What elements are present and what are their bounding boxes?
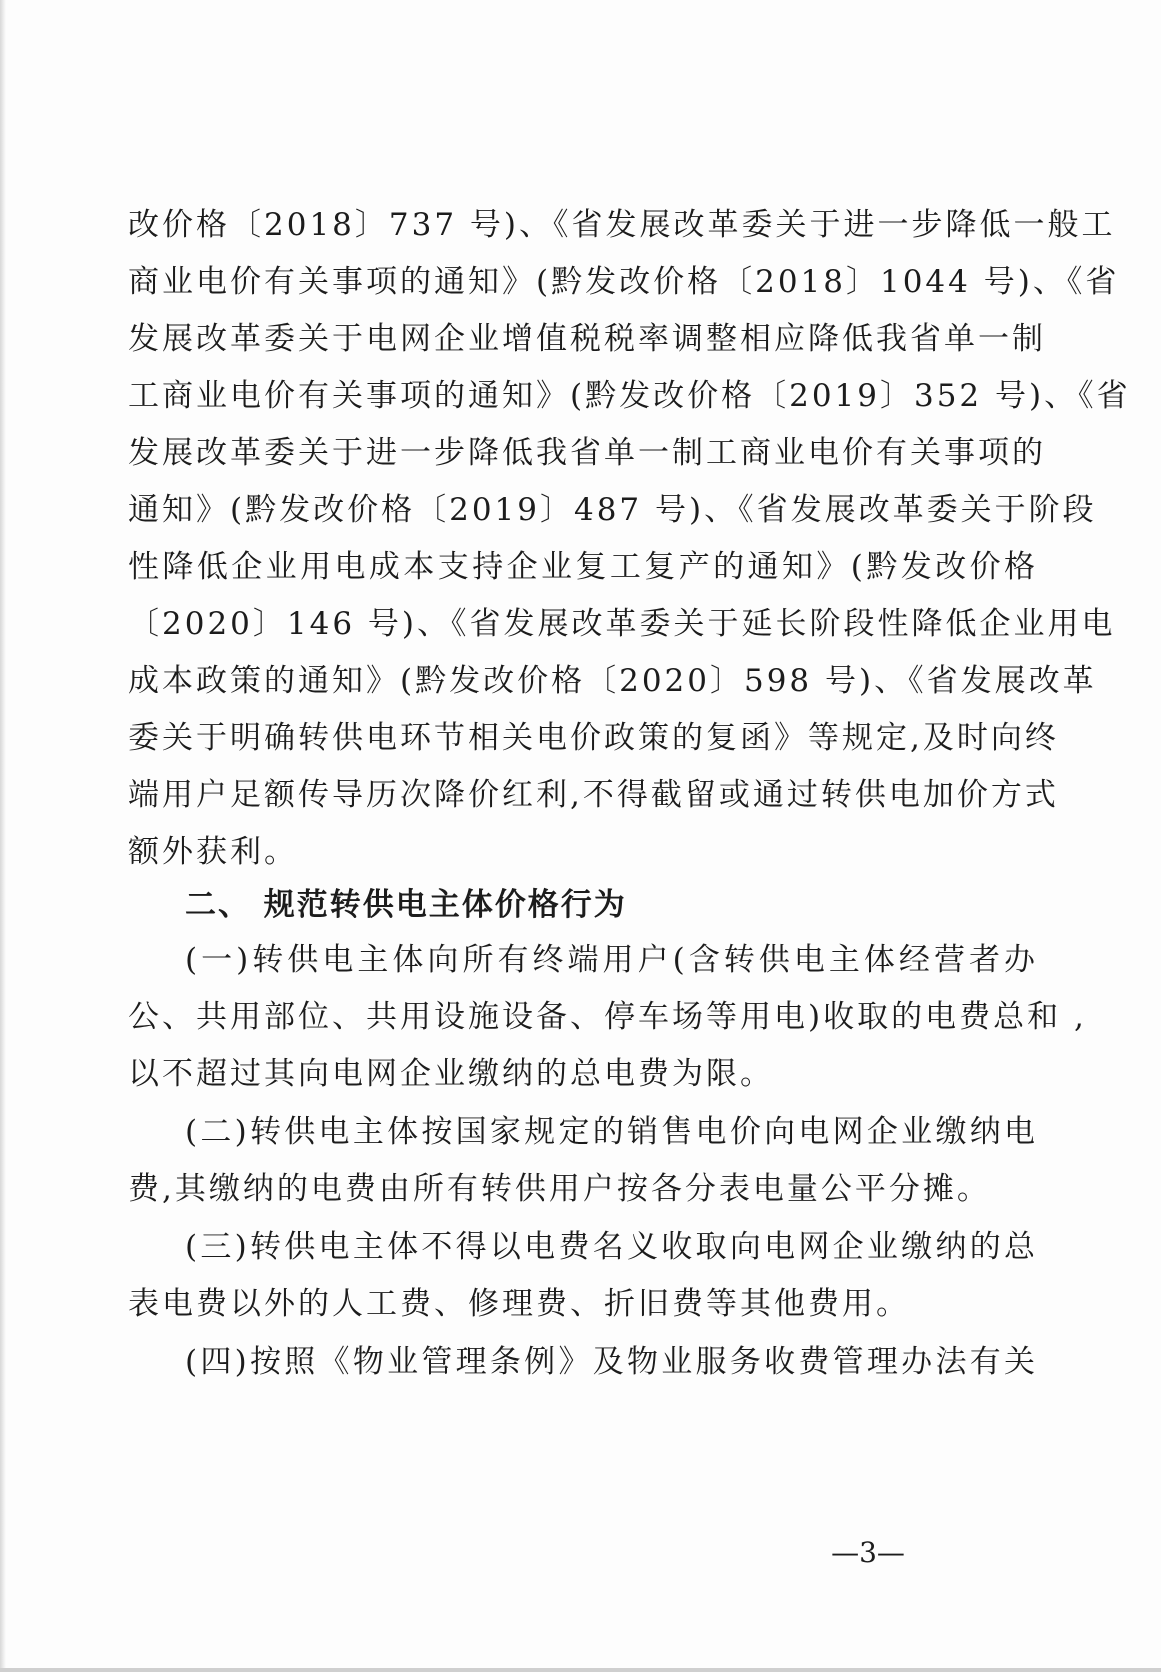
item-line: (三)转供电主体不得以电费名义收取向电网企业缴纳的总	[185, 1229, 1038, 1265]
body-line: 通知》(黔发改价格〔2019〕487 号)、《省发展改革委关于阶段	[128, 492, 1097, 528]
scan-edge	[0, 0, 6, 1672]
item-line: 表电费以外的人工费、修理费、折旧费等其他费用。	[128, 1286, 910, 1322]
body-line: 性降低企业用电成本支持企业复工复产的通知》(黔发改价格	[128, 549, 1038, 585]
item-line: 以不超过其向电网企业缴纳的总电费为限。	[128, 1056, 774, 1092]
body-line: 委关于明确转供电环节相关电价政策的复函》等规定,及时向终	[128, 720, 1059, 756]
item-line: (四)按照《物业管理条例》及物业服务收费管理办法有关	[185, 1344, 1038, 1380]
body-line: 商业电价有关事项的通知》(黔发改价格〔2018〕1044 号)、《省	[128, 264, 1120, 300]
section-heading: 二、 规范转供电主体价格行为	[185, 887, 627, 923]
item-line: (一)转供电主体向所有终端用户(含转供电主体经营者办	[185, 942, 1038, 978]
item-line: 费,其缴纳的电费由所有转供用户按各分表电量公平分摊。	[128, 1171, 991, 1207]
item-line: (二)转供电主体按国家规定的销售电价向电网企业缴纳电	[185, 1114, 1038, 1150]
body-line: 成本政策的通知》(黔发改价格〔2020〕598 号)、《省发展改革	[128, 663, 1097, 699]
page-number: —3—	[831, 1536, 905, 1569]
body-line: 改价格〔2018〕737 号)、《省发展改革委关于进一步降低一般工	[128, 207, 1116, 243]
body-line: 发展改革委关于电网企业增值税税率调整相应降低我省单一制	[128, 321, 1046, 357]
body-line: 额外获利。	[128, 834, 298, 870]
item-line: 公、共用部位、共用设施设备、停车场等用电)收取的电费总和 ,	[128, 999, 1087, 1035]
body-line: 发展改革委关于进一步降低我省单一制工商业电价有关事项的	[128, 435, 1046, 471]
body-line: 工商业电价有关事项的通知》(黔发改价格〔2019〕352 号)、《省	[128, 378, 1131, 414]
body-line: 〔2020〕146 号)、《省发展改革委关于延长阶段性降低企业用电	[128, 606, 1116, 642]
body-line: 端用户足额传导历次降价红利,不得截留或通过转供电加价方式	[128, 777, 1059, 813]
scan-edge	[0, 1668, 1161, 1672]
